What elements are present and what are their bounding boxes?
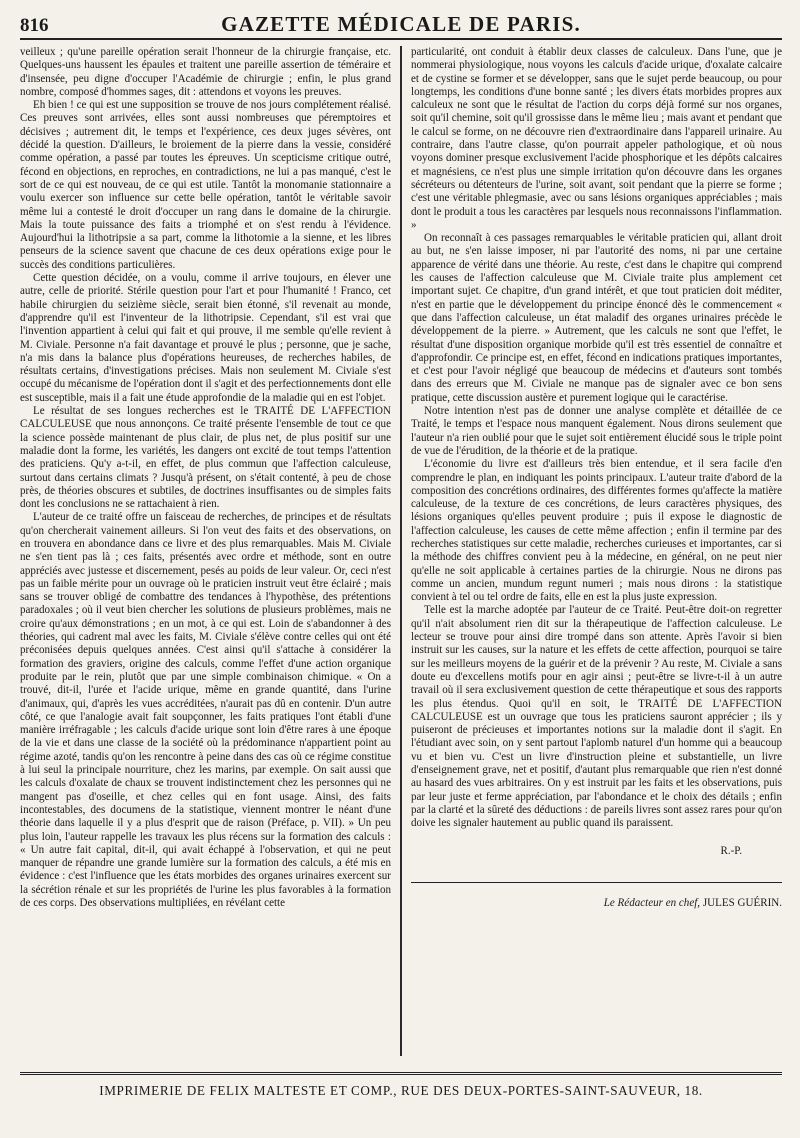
article-paragraph: Eh bien ! ce qui est une supposition se trouve de nos jours complétement réalisé. Ces preuves sont arrivées, elles sont aussi nombreuses que péremptoires et décisives ; autrement dit, le temps et l'expérience, ces deux juges sévères, ont décidé la question. D'ailleurs, le broiement de la pierre dans la vessie, considéré comme opération, a passé par toutes les épreuves. Un scepticisme critique outré, fécond en objections, en reproches, en contradictions, ne lui a pas manqué, c'est le sort de ce qui est nouveau, de ce qui est utile. Tantôt la monomanie stationnaire a voulu exercer son influence sur cette belle opération, tantôt le véritable savoir même lui a contesté le droit d'occuper un rang dans le domaine de la chirurgie. Mais la toute puissance des faits a triomphé et on s'est rendu à l'évidence. Aujourd'hui la lithotripsie a sa part, comme la lithotomie a la sienne, et les libres penseurs de la science savent que chacune de ces deux opérations exige pour le succès des conditions particulières. — [20, 99, 391, 271]
article-paragraph: Le résultat de ses longues recherches est le TRAITÉ DE L'AFFECTION CALCULEUSE que nous annonçons. Ce traité présente l'ensemble de tout ce que la science possède maintenant de plus clair, de plus net, de plus positif sur une maladie dont la forme, les variétés, les dangers ont excité de tout temps l'attention des praticiens. Qu'y a-t-il, en effet, de plus commun que l'affection calculeuse, surtout dans certains climats ? Jusqu'à présent, on s'était contenté, à peu de chose près, de théories obscures et subtiles, de doctrines insuffisantes ou de simples faits dont les conclusions ne se rattachaient à rien. — [20, 405, 391, 511]
article-paragraph: L'auteur de ce traité offre un faisceau de recherches, de principes et de résultats qu'on chercherait vainement ailleurs. Si l'on veut des faits et des observations, on en trouvera en abondance dans ce livre et des plus remarquables. Mais M. Civiale ne s'en tient pas là ; ces faits, présentés avec ordre et méthode, sont en outre appréciés avec justesse et discernement, pesés au poids de leur valeur. Or, ceci n'est pas un faible mérite pour un ouvrage où le praticien instruit veut être éclairé ; mais sans se trouver obligé de combattre des tendances à l'hypothèse, des prétentions paradoxales ; où il veut bien chercher les solutions de plusieurs problèmes, mais ne croire qu'aux démonstrations ; en un mot, à ce qui est. Loin de s'abandonner à des théories, qui cadrent mal avec les faits, M. Civiale s'élève contre celles qui ont été préconisées depuis quelques années. C'est ainsi qu'il s'attache à considérer la formation des graviers, origine des calculs, comme l'effet d'une action organique produite par le rein, plutôt que par une simple combinaison chimique. « On a trouvé, dit-il, l'urée et l'acide urique, même en grande quantité, dans l'urine d'animaux, qui, d'après les vues accréditées, n'aurait pas dû en contenir. D'un autre côté, ce que l'analogie avait fait soupçonner, les faits pratiques l'ont établi d'une manière irréfragable ; les calculs d'acide urique sont loin d'être rares à une époque de la vie et dans une classe de la société où la prédominance n'appartient point au régime azoté, tandis qu'on les rencontre à peine dans des cas où ce régime constitue à lui seul la principale nourriture, chez les marins, par exemple. On sait aussi que les calculs d'oxalate de chaux se trouvent indistinctement chez les personnes qui ne mangent pas d'oseille, et chez celles qui en font usage. Ainsi, des faits incontestables, des documens de la statistique, viennent montrer le néant d'une théorie dans laquelle il y a plus d'esprit que de raison (Préface, p. VII). » Un peu plus loin, l'auteur rappelle les travaux les plus récens sur la formation des calculs : « Un autre fait capital, dit-il, qui avait échappé à l'observation, et qui ne peut manquer de répandre une grande lumière sur la formation des calculs, a été mis en évidence : c'est l'influence que les états morbides des organes urinaires exercent sur la sécrétion rénale et sur les propriétés de l'urine les plus favorables à la formation de ces corps. Des observations multipliées, en révélant cette — [20, 511, 391, 909]
masthead — [20, 12, 782, 40]
article-paragraph: On reconnaît à ces passages remarquables le véritable praticien qui, allant droit au but, ne s'en laisse imposer, ni par l'autorité des noms, ni par une certaine apparence de vérité dans une théorie. Au reste, c'est dans le chapitre qui comprend les causes de l'affection calculeuse que M. Civiale traite plus amplement cet important sujet. Ce chapitre, d'un grand intérêt, et que tout praticien doit méditer, n'est en partie que le développement du principe énoncé dès le commencement « que dans l'affection calculeuse, un état maladif des organes urinaires précède le développement de la pierre. » Autrement, que les calculs ne sont que l'effet, le résultat d'une disposition organique morbide qu'il est très essentiel de connaître et d'approfondir. Ce principe est, en effet, fécond en indications pratiques importantes, et c'est pour l'avoir négligé que beaucoup de médecins et d'auteurs sont tombés dans des erreurs que M. Civiale ne manque pas de signaler avec ce bon sens pratique, cette discussion austère et purement logique qui le caractérise. — [411, 232, 782, 404]
article-paragraph: particularité, ont conduit à établir deux classes de calculeux. Dans l'une, que je nommerai physiologique, nous voyons les calculs d'acide urique, d'oxalate calcaire et de cystine se former et se développer, sans que le sujet perde beaucoup, ou pour longtemps, les conditions d'une bonne santé ; les divers états morbides propres aux calculeux ne sont que le résultat de l'action du corps déjà formé sur nos organes, soit qu'il chemine, soit qu'il grossisse dans le même lieu ; mais avant et pendant que le calcul se forme, on ne découvre rien d'extraordinaire dans l'appareil urinaire. Au contraire, dans l'autre classe, qu'on pourrait appeler pathologique, et où nous voyons dominer presque exclusivement l'acide phosphorique et les dépôts calcaires et magnésiens, ce n'est plus une simple irritation qu'on découvre dans les organes sécréteurs ou détenteurs de l'urine, soit avant, soit pendant que la pierre se forme ; c'est une véritable phlegmasie, avec ou sans lésions organiques appréciables ; mais dont le produit a tous les caractères par lesquels nous reconnaissons l'inflammation. » — [411, 46, 782, 231]
article-paragraph: Telle est la marche adoptée par l'auteur de ce Traité. Peut-être doit-on regretter qu'il n'ait absolument rien dit sur la thérapeutique de l'affection calculeuse. Le lecteur se trouve pour ainsi dire trompé dans son attente. Après l'avoir si bien instruit sur les causes, sur la nature et les effets de cette affection, pourquoi se taire sur les meilleurs moyens de la guérir et de la prévenir ? Au reste, M. Civiale a sans doute eu d'excellens motifs pour en agir ainsi ; peut-être se livre-t-il à un autre travail où il sera exclusivement question de cette thérapeutique et sous des rapports les plus étendus. Quoi qu'il en soit, le TRAITÉ DE L'AFFECTION CALCULEUSE est un ouvrage que tous les praticiens sauront apprécier ; ils y puiseront de précieuses et importantes notions sur la maladie dont il s'agit. En l'étudiant avec soin, on y sent partout l'aplomb naturel d'un homme qui a beaucoup vu et bien vu. C'est un livre d'instruction pleine et substantielle, un livre d'enseignement grave, net et positif, d'autant plus remarquable que rien n'est donné au hasard des vues arbitraires. On y est instruit par les faits et les observations, puis par leur juste et ferme appréciation, par l'abondance et le choix des détails ; enfin par la clarté et la sûreté des déductions : de pareils livres sont assez rares pour qu'on doive les signaler hautement au public quand ils paraissent. — [411, 604, 782, 830]
right-column — [411, 46, 782, 1056]
article-paragraph: L'économie du livre est d'ailleurs très bien entendue, et il sera facile d'en comprendre le plan, en indiquant les points principaux. L'auteur traite d'abord de la composition des concrétions ordinaires, des différentes formes qu'affecte la matière calculeuse, de la texture de ces concrétions, de leurs caractères physiques, des lésions organiques qu'elles peuvent produire ; puis il expose le diagnostic de l'affection calculeuse, les causes de cette même affection ; enfin il termine par des recherches statistiques sur cette maladie, recherches curieuses et importantes, car si la méthode des chiffres convient peu à la médecine, en général, on ne peut nier qu'elle ne soit applicable à certaines parties de la chirurgie. Nous ne dirons pas comme un ancien, mundum regunt numeri ; mais nous dirons : la statistique convient à tel ou tel ordre de faits, elle en est la plus juste expression. — [411, 458, 782, 604]
article-columns — [20, 46, 782, 1056]
author-signature: R.-P. — [720, 844, 742, 857]
editor-credit — [411, 897, 782, 910]
left-column — [20, 46, 391, 1056]
journal-title: GAZETTE MÉDICALE DE PARIS. — [221, 12, 581, 36]
page-number: 816 — [20, 15, 49, 36]
column-divider — [400, 46, 402, 1056]
editor-name: JULES GUÉRIN. — [702, 896, 782, 909]
article-paragraph: Notre intention n'est pas de donner une analyse complète et détaillée de ce Traité, le temps et l'espace nous manquent également. Nous dirons seulement que l'auteur n'a rien oublié pour que le sujet soit entièrement élucidé sous le triple point de vue de l'érudition, de la théorie et de la pratique. — [411, 405, 782, 457]
article-paragraph: veilleux ; qu'une pareille opération serait l'honneur de la chirurgie française, etc. Quelques-uns haussent les épaules et traitent une pareille assertion de téméraire et d'insensée, peu digne d'occuper l'Académie de chirurgie ; enfin, le plus grand nombre, composé d'hommes sages, dit : attendons et voyons les preuves. — [20, 46, 391, 98]
editor-line: Le Rédacteur en chef, — [603, 896, 701, 909]
printer-imprint: IMPRIMERIE DE FELIX MALTESTE ET COMP., RUE DES DEUX-PORTES-SAINT-SAUVEUR, 18. — [20, 1072, 782, 1099]
article-paragraph: Cette question décidée, on a voulu, comme il arrive toujours, en élever une autre, celle de priorité. Stérile question pour l'art et pour l'humanité ! Franco, cet habile chirurgien du seizième siècle, serait bien étonné, s'il revenait au monde, d'apprendre qu'il est l'inventeur de la lithotripsie. Cependant, s'il est vrai que l'invention appartient à celui qui fait et qui prouve, il me semble qu'elle revient à M. Civiale. Personne n'a fait davantage et prouvé le plus ; personne, que je sache, n'a mis dans la balance plus d'opérations heureuses, de recherches habiles, de résultats certains, d'investigations précises. Mais non seulement M. Civiale s'est occupé du mécanisme de l'opération dont il s'agit et des perfectionnements dont elle est susceptible, mais il a fait une étude approfondie de la maladie qui en est l'objet. — [20, 272, 391, 404]
closing-rule — [411, 882, 782, 883]
